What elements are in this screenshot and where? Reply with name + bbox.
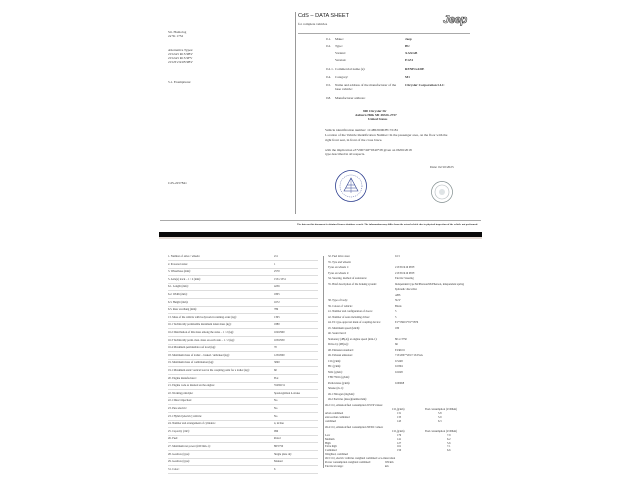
spec-row-value: 215/65 R16 98 H bbox=[395, 266, 415, 269]
spec-row-value: Petrol bbox=[274, 437, 281, 441]
spec-row-value: 4236 bbox=[274, 285, 280, 289]
page-subtitle: for complete vehicles bbox=[298, 22, 328, 26]
spec-row-value: No bbox=[274, 414, 278, 418]
field-number: 0.4. bbox=[326, 75, 332, 79]
spec-row-value: 0.0228 bbox=[395, 370, 403, 374]
spec-row-value: 180 bbox=[395, 326, 400, 330]
spec-row-label: 24. Number and arrangement of cylinders: bbox=[168, 422, 216, 426]
spec-row-label: 38. Type of body: bbox=[328, 299, 348, 302]
spec-row-label: 34. Steering, method of assistance: bbox=[328, 277, 367, 280]
spec-row-label: 21. Engine code as marked on the engine: bbox=[168, 384, 215, 388]
spec-row-label: 22.1 Direct injection: bbox=[168, 399, 192, 403]
spec-row-label: Tyres on wheels 1: bbox=[328, 266, 350, 269]
spec-row-label: Drive-by (dB(A)): bbox=[328, 343, 349, 346]
wltp-label: extra-urban combined bbox=[325, 415, 350, 419]
alternative-item: 2152T2 R1B 9BV bbox=[168, 60, 193, 64]
alternative-item: 2152A5 R1S 9FV bbox=[168, 56, 193, 60]
spec-row-label: 19. Maximum mass of combination (kg): bbox=[168, 361, 214, 365]
jeep-logo: Jeep bbox=[443, 14, 467, 26]
nedc-label: Weighted, combined bbox=[325, 453, 349, 456]
field-value: M1 bbox=[405, 75, 410, 79]
field-label: Variant: bbox=[335, 51, 346, 55]
spec-row-value: 789 bbox=[274, 308, 279, 312]
spec-row-label: 16.4 Maximum permissible roof load (kg): bbox=[168, 346, 216, 350]
wltp-fuel: 5.8 bbox=[438, 412, 442, 415]
spec-row-label: 6.1. Length (mm): bbox=[168, 285, 189, 289]
spec-row-value: EURO 6 bbox=[395, 348, 405, 352]
spec-row-label: 26. Fuel: bbox=[168, 437, 178, 441]
spec-row-label: Tyres on wheels 2: bbox=[328, 271, 350, 275]
spec-row-value: 715/2007*2017/1347AG bbox=[395, 354, 423, 357]
wltp-label: combined bbox=[325, 419, 337, 423]
wltp-co2: 131 bbox=[397, 412, 402, 415]
spec-row-value: No bbox=[274, 407, 278, 410]
wltp-fuel: 5.9 bbox=[438, 415, 442, 419]
spec-row-value: 4, in line bbox=[274, 422, 284, 426]
wltp-label: urban combined bbox=[325, 412, 344, 415]
wltp-title: 49.2 CO₂ emission/fuel consumption WLTP values: bbox=[325, 404, 383, 407]
issue-date: Date: 02/10/2025 bbox=[430, 165, 454, 169]
electric-value: km bbox=[385, 464, 389, 468]
page2-column-divider bbox=[323, 256, 324, 468]
spec-row-value: E1*55R01*01*5876 bbox=[395, 321, 419, 324]
electric-label: Power consumption weighted combined: bbox=[325, 460, 371, 464]
spec-row-label: 39. Colour of vehicle: bbox=[328, 304, 353, 308]
spec-row-value: 1050/950 bbox=[274, 338, 285, 342]
spec-row-label: 13. Mass of the vehicle with bodywork in running order (kg): bbox=[168, 315, 237, 319]
electric-label: Electrical range: bbox=[325, 464, 344, 468]
spec-row-label: CO (g/km): bbox=[328, 359, 341, 363]
spec-row-label: 32. Fuel drive axes: bbox=[328, 255, 351, 258]
spec-row-value: 999 bbox=[274, 429, 279, 433]
spec-row-label: 23. Pure electric: bbox=[168, 407, 188, 410]
field-value: BU bbox=[405, 44, 410, 48]
field-value: RENEGADE bbox=[405, 67, 425, 71]
homolog-line: Sit. Homolog bbox=[168, 30, 187, 34]
nedc-label: Medium bbox=[325, 437, 335, 441]
wltp-head-fuel: Fuel consumption (l/100km) bbox=[425, 408, 458, 411]
spec-row-label: NOx (g/km): bbox=[328, 370, 343, 374]
spec-row-label: 49.1 Nitrogen (mg/km): bbox=[328, 392, 355, 396]
spec-row-label: 16.2 Distribution of this mass among the axles – 1 / 2 (kg): bbox=[168, 331, 234, 334]
nedc-co2: 127 bbox=[397, 441, 402, 445]
alternatives-label: Alternative Types: bbox=[168, 48, 194, 52]
spec-row-value: 0.0394 bbox=[395, 365, 403, 368]
spec-row-value: 88/5750 bbox=[274, 445, 284, 448]
column-divider bbox=[295, 12, 296, 214]
spec-row-value: hydraulic discs/disc bbox=[395, 288, 418, 291]
spec-row-value: 5 bbox=[395, 315, 397, 319]
spec-row-label: THC+NOx (g/km): bbox=[328, 376, 350, 379]
nedc-co2: 179 bbox=[397, 434, 402, 437]
field-label: Version: bbox=[335, 58, 347, 62]
spec-row-value: 1 bbox=[274, 262, 276, 266]
spec-row-value: 55282151 bbox=[274, 384, 286, 388]
spec-row-value: 0.00068 bbox=[395, 381, 405, 385]
spec-row-value: 66 bbox=[395, 343, 398, 346]
spec-row-label: 6.3. Height (mm): bbox=[168, 300, 189, 304]
field-value: Jeep bbox=[405, 37, 412, 41]
approval-line: with the implication e3*2007/46*0340*28 given on 06/06/2018 bbox=[325, 148, 412, 152]
spec-row-label: 16.1 Technically permissible maximum laden mass (kg): bbox=[168, 323, 232, 327]
field-label: Name and address of the manufacturer of the base vehicle: bbox=[335, 83, 397, 91]
header-divider bbox=[298, 33, 470, 34]
field-number: 0.2. bbox=[326, 44, 332, 48]
spec-row-value: 80 at 3750 bbox=[395, 337, 407, 341]
spec-row-value: 6 bbox=[274, 467, 276, 471]
address-line: 800 Chrysler Dr bbox=[363, 109, 387, 113]
nedc-fuel: 7.9 bbox=[447, 434, 451, 437]
spec-row-value: 1805 bbox=[274, 293, 280, 296]
nedc-fuel: 6.6 bbox=[447, 449, 451, 453]
spec-row-label: 48. Emission standard: bbox=[328, 348, 354, 352]
nedc-label: High bbox=[325, 441, 331, 445]
spec-row-label: 19.1 Maximum static vertical load at the coupling point for a trailer (kg): bbox=[168, 369, 250, 372]
spec-row-label: 29. Gearbox (type): bbox=[168, 460, 190, 464]
wltp-fuel: 6.3 bbox=[438, 419, 442, 423]
cds-number: CdS-2257841 bbox=[168, 181, 187, 185]
spec-row-label: 23.1 Hybrid [electric] vehicle: bbox=[168, 414, 202, 418]
spec-row-value: Electric Steering bbox=[395, 277, 414, 280]
nedc-fuel: 7.1 bbox=[447, 445, 451, 449]
alternative-item: 2152A5 R1S 9BV bbox=[168, 52, 193, 56]
homolog-line: 2a+K 1752 bbox=[168, 34, 184, 38]
spec-row-value: SUV bbox=[395, 299, 401, 302]
stamp-icon bbox=[430, 180, 454, 204]
official-seal-icon bbox=[334, 169, 368, 203]
spec-row-label: Particulates (g/km): bbox=[328, 381, 351, 385]
field-number: 0.1. bbox=[326, 37, 332, 41]
spec-row-value: 5 bbox=[395, 310, 397, 313]
spec-row-label: 28. Gearbox (type): bbox=[168, 452, 190, 456]
field-label: Commercial name (s): bbox=[335, 67, 366, 71]
nedc-head-fuel: Fuel consumption (l/100km) bbox=[425, 430, 458, 433]
spec-row-label: Smoke (m-1): bbox=[328, 387, 344, 390]
spec-row-label: 49.2 Particles (mass)(number/km): bbox=[328, 398, 367, 401]
spec-row-value: 0.5248 bbox=[395, 359, 403, 363]
nedc-fuel: 6.2 bbox=[447, 437, 451, 441]
spec-row-label: 41. Number and configuration of doors: bbox=[328, 310, 373, 313]
spec-row-value: 1880 bbox=[274, 323, 280, 327]
nedc-label: Combined bbox=[325, 449, 337, 453]
approval-line: type described in all respects. bbox=[325, 152, 366, 156]
nedc-title: 49.4 CO₂ emission/fuel consumption NEDC values: bbox=[325, 426, 384, 429]
page-title: CdS – DATA SHEET bbox=[298, 13, 350, 19]
spec-row-label: HC (g/km): bbox=[328, 365, 341, 368]
wltp-co2: 143 bbox=[397, 419, 402, 423]
spec-row-value: Single plate dry bbox=[274, 452, 292, 456]
spec-row-value: Independent type McPherson/McPherson, independent spring bbox=[395, 282, 465, 286]
wltp-head-co2: CO₂(g/km) bbox=[392, 408, 405, 411]
spec-row-label: 49. Exhaust emission: bbox=[328, 354, 353, 357]
spec-row-label: 6.5. Rear overhang (mm): bbox=[168, 308, 197, 312]
spec-row-label: 5. Axle(s) track – 1 / 2 (mm): bbox=[168, 277, 201, 281]
disclaimer: The data on this document is obtained from a database search. The information may differ from the actual vehicle due to physical inspection of the vehicle not performed. bbox=[297, 223, 478, 226]
spec-row-value: 60 bbox=[274, 369, 277, 372]
nedc-co2: 141 bbox=[397, 437, 402, 441]
field-label: Make: bbox=[335, 37, 344, 41]
spec-row-value: 0.15 bbox=[395, 255, 400, 258]
spec-row-label: 31. Color: bbox=[168, 467, 180, 471]
nedc-co2: 150 bbox=[397, 449, 402, 453]
spec-row-value: 2570 bbox=[274, 270, 280, 274]
field-label: Type: bbox=[335, 44, 343, 48]
spec-row-value: 2/4 bbox=[274, 255, 278, 258]
wltp-co2: 135 bbox=[397, 415, 402, 419]
nedc-fuel: 5.6 bbox=[447, 441, 451, 445]
field-value: XAXGB bbox=[405, 51, 418, 55]
spec-row-value: No bbox=[274, 399, 278, 403]
nedc-label: Extra high bbox=[325, 445, 337, 449]
field-number: 0.2.1. bbox=[326, 67, 334, 71]
spec-row-label: 18. Maximum mass of trailer – braked / unbraked (kg): bbox=[168, 353, 230, 357]
spec-row-label: 35. Brief description of the braking system: bbox=[328, 282, 377, 286]
spec-row-label: 2. Powered axles: bbox=[168, 262, 188, 266]
spec-row-value: 1020/900 bbox=[274, 331, 285, 334]
electric-value: Wh/km bbox=[385, 460, 394, 464]
spec-row-label: 3. Wheelbase (mm): bbox=[168, 270, 191, 274]
spec-row-value: Manual bbox=[274, 460, 283, 464]
page-separator-shadow bbox=[159, 237, 482, 239]
spec-row-label: 46. Sound level: bbox=[328, 332, 347, 335]
spec-row-value: Black bbox=[395, 304, 402, 308]
field-number: 0.8. bbox=[326, 96, 332, 100]
spec-row-label: 1. Number of axles / wheels: bbox=[168, 255, 201, 258]
spec-row-value: 1672 bbox=[274, 300, 280, 304]
field-number: 0.5. bbox=[326, 83, 332, 87]
spec-row-value: ABS bbox=[395, 293, 401, 297]
address-line: United States bbox=[368, 117, 388, 121]
spec-row-value: 70 bbox=[274, 346, 277, 350]
nedc-label: Low bbox=[325, 434, 331, 437]
spec-row-label: 25. Capacity (cm³): bbox=[168, 429, 190, 433]
vin-location-line: right front seat, in front of the cross brace. bbox=[325, 138, 383, 142]
spec-row-label: 6.2. Width (mm): bbox=[168, 293, 188, 296]
spec-row-value: 3090 bbox=[274, 361, 280, 365]
field-value: Chrysler Corporation LLC bbox=[405, 83, 445, 87]
nedc-head-co2: CO₂(g/km) bbox=[392, 430, 405, 433]
spec-row-label: 44. EC type-approval mark of coupling device: bbox=[328, 321, 381, 324]
spec-row-label: 27. Maximum net power (kW/min-1): bbox=[168, 445, 211, 448]
vin-location-line: Location of the Vehicle Identification Number: In the passenger area, on the floor with the bbox=[325, 133, 448, 137]
spec-row-label: 20. Engine manufacturer: bbox=[168, 376, 197, 380]
spec-row-value: 215/65 R16 98 H bbox=[395, 271, 415, 275]
spec-row-label: 16.3 Technically perm. max. mass on each axle – 1 / 2 (kg): bbox=[168, 338, 235, 342]
spec-row-label: 35. Tyre and wheels: bbox=[328, 260, 352, 264]
spec-row-label: 45. Maximum speed (km/h): bbox=[328, 326, 361, 330]
vin-line: Vehicle identification number: 1C4BU0000JFC72181 bbox=[325, 128, 399, 132]
electric-label: 49.5 CO₂ electric vehicles weighted combined: eco-innovation bbox=[325, 457, 396, 460]
spec-row-label: 22. Working principle: bbox=[168, 391, 194, 395]
field-label: Manufacturer address: bbox=[335, 96, 366, 100]
spec-row-value: Fiat bbox=[274, 376, 279, 380]
spec-row-label: 42. Number of seats including driver: bbox=[328, 315, 370, 319]
address-line: Auburn Hills MI 48326-2757 bbox=[355, 113, 397, 117]
spec-row-label: Stationary (dB(A)) at engine speed (min-1): bbox=[328, 337, 378, 341]
exemptions-label: 5.1. Exemptions: bbox=[168, 80, 192, 84]
spec-row-value: Spark-ignition 4-stroke bbox=[274, 391, 301, 395]
field-label: Category: bbox=[335, 75, 349, 79]
field-value: E1Z4 bbox=[405, 58, 413, 62]
footer-divider bbox=[160, 220, 481, 221]
spec-row-value: 1395 bbox=[274, 315, 280, 319]
spec-row-value: 1551/1551 bbox=[274, 277, 286, 281]
spec-row-value: 1250/600 bbox=[274, 353, 285, 357]
nedc-co2: 161 bbox=[397, 445, 402, 449]
